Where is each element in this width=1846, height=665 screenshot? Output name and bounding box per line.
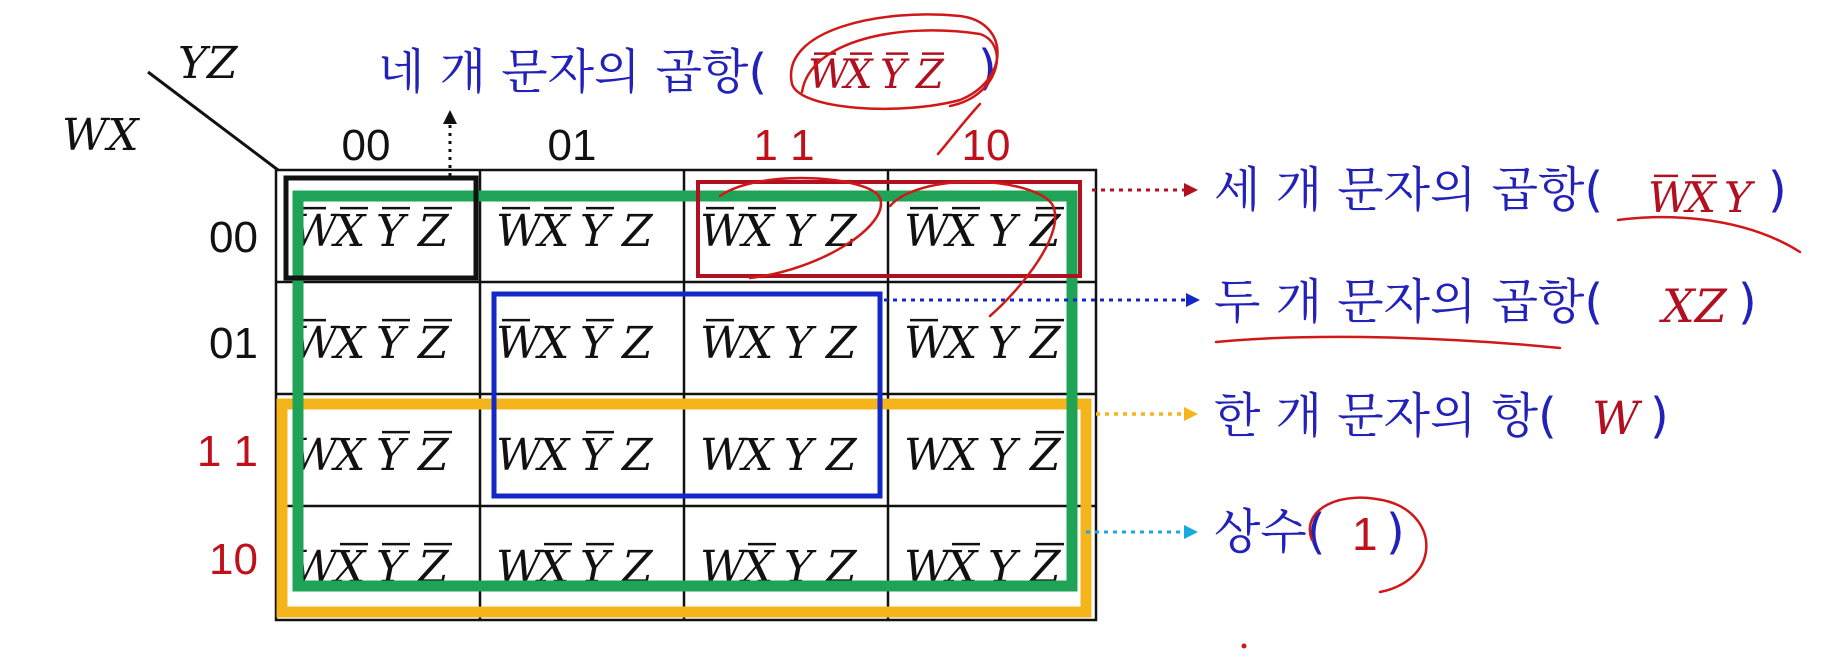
term-letter: Z [622, 430, 653, 481]
term-letter: W [496, 430, 542, 481]
two-literal-arrow [884, 293, 1200, 307]
term-letter: X [1686, 173, 1716, 222]
term-letter: X [742, 318, 774, 369]
term-letter: W [700, 318, 746, 369]
one-literal-arrow [1096, 407, 1198, 421]
term-letter: X [334, 542, 366, 593]
row-header-10: 10 [209, 535, 258, 584]
term-letter: Y [580, 206, 610, 257]
term-letter: Y [784, 430, 814, 481]
pen-underline-three [1618, 217, 1800, 252]
kmap-cell [700, 430, 858, 481]
term-letter: Y [376, 318, 406, 369]
kmap-cell [904, 318, 1064, 369]
term-letter: W [496, 542, 542, 593]
kmap-cell [292, 318, 452, 369]
term-letter: Z [826, 206, 857, 257]
term-letter: Z [418, 430, 449, 481]
four-literal-close: ) [978, 40, 997, 96]
term-letter: X [742, 430, 774, 481]
kmap-cell [904, 430, 1064, 481]
term-letter: X [538, 318, 570, 369]
three-literal-close: ) [1768, 162, 1787, 218]
two-literal-close: ) [1738, 274, 1757, 330]
term-letter: W [700, 206, 746, 257]
term-letter: X [742, 542, 774, 593]
term-letter: Y [784, 542, 814, 593]
term-letter: W [292, 430, 338, 481]
term-letter: X [334, 318, 366, 369]
term-letter: W [700, 542, 746, 593]
term-letter: Z [826, 542, 857, 593]
one-literal-term: W [1592, 391, 1640, 445]
kmap-cell [496, 430, 654, 481]
term-letter: X [742, 206, 774, 257]
term-letter: X [334, 206, 366, 257]
row-header-11: 1 1 [196, 427, 258, 476]
col-header-11: 1 1 [753, 121, 815, 170]
col-header-00: 00 [341, 121, 391, 170]
term-letter: Y [376, 206, 406, 257]
kmap-cell [700, 206, 858, 257]
term-letter: X [946, 430, 978, 481]
term-letter: Z [622, 542, 653, 593]
term-letter: Z [916, 52, 944, 98]
constant-close: ) [1386, 504, 1405, 560]
pen-underline-two [1216, 337, 1560, 348]
col-header-01: 01 [547, 121, 597, 170]
term-letter: X [334, 430, 366, 481]
term-letter: Y [988, 206, 1018, 257]
term-letter: Z [1030, 206, 1061, 257]
term-letter: W [292, 542, 338, 593]
term-letter: Y [784, 206, 814, 257]
term-letter: Y [988, 430, 1018, 481]
term-letter: Z [622, 206, 653, 257]
term-letter: Z [622, 318, 653, 369]
col-header-10: 10 [961, 121, 1011, 170]
three-literal-label: 세 개 문자의 곱항( [1214, 162, 1604, 218]
term-letter: Y [1724, 173, 1752, 222]
row-header-00: 00 [209, 213, 258, 262]
term-letter: X [538, 542, 570, 593]
pen-dot [1242, 644, 1247, 649]
term-letter: X [946, 542, 978, 593]
term-letter: W [904, 318, 950, 369]
four-literal-label: 네 개 문자의 곱항( [378, 44, 768, 100]
kmap-cell [904, 206, 1064, 257]
row-var-label: WX [62, 110, 139, 161]
col-var-label: YZ [178, 38, 238, 89]
term-letter: Z [1030, 542, 1061, 593]
term-letter: W [700, 430, 746, 481]
term-letter: Z [1030, 430, 1061, 481]
term-letter: Y [580, 318, 610, 369]
row-header-01: 01 [209, 319, 258, 368]
term-letter: Z [418, 318, 449, 369]
term-letter: Y [988, 318, 1018, 369]
term-letter: X [946, 206, 978, 257]
one-literal-label: 한 개 문자의 항( [1214, 388, 1557, 444]
term-letter: Z [826, 430, 857, 481]
term-letter: W [904, 206, 950, 257]
term-letter: X [946, 318, 978, 369]
term-letter: Z [826, 318, 857, 369]
term-letter: Y [580, 542, 610, 593]
term-letter: W [808, 52, 850, 98]
term-letter: W [496, 206, 542, 257]
three-literal-arrow [1092, 183, 1198, 197]
term-letter: W [904, 542, 950, 593]
kmap-cell [496, 318, 654, 369]
term-letter: W [904, 430, 950, 481]
term-letter: W [292, 318, 338, 369]
one-literal-annotation [1214, 388, 1669, 445]
term-letter: Y [376, 430, 406, 481]
kmap-cell [292, 206, 452, 257]
term-letter: W [496, 318, 542, 369]
three-literal-term [1648, 173, 1756, 222]
term-letter: Y [880, 52, 907, 98]
term-letter: Z [418, 206, 449, 257]
four-literal-term [808, 52, 945, 98]
term-letter: Z [418, 542, 449, 593]
term-letter: W [292, 206, 338, 257]
term-letter: X [844, 52, 873, 98]
constant-arrow [1086, 525, 1198, 539]
constant-label: 상수( [1214, 504, 1326, 560]
term-letter: W [1648, 173, 1692, 222]
kmap-cell [292, 430, 452, 481]
term-letter: Y [784, 318, 814, 369]
term-letter: Y [376, 542, 406, 593]
kmap-cell [496, 206, 654, 257]
two-literal-label: 두 개 문자의 곱항( [1214, 274, 1604, 330]
kmap-cell [700, 318, 858, 369]
constant-term: 1 [1352, 508, 1378, 560]
term-letter: X [538, 430, 570, 481]
term-letter: Y [580, 430, 610, 481]
term-letter: Z [1030, 318, 1061, 369]
two-literal-annotation [1214, 274, 1757, 333]
term-letter: X [538, 206, 570, 257]
two-literal-term: XZ [1662, 279, 1727, 333]
term-letter: Y [988, 542, 1018, 593]
one-literal-close: ) [1650, 388, 1669, 444]
four-literal-arrow [443, 110, 457, 176]
